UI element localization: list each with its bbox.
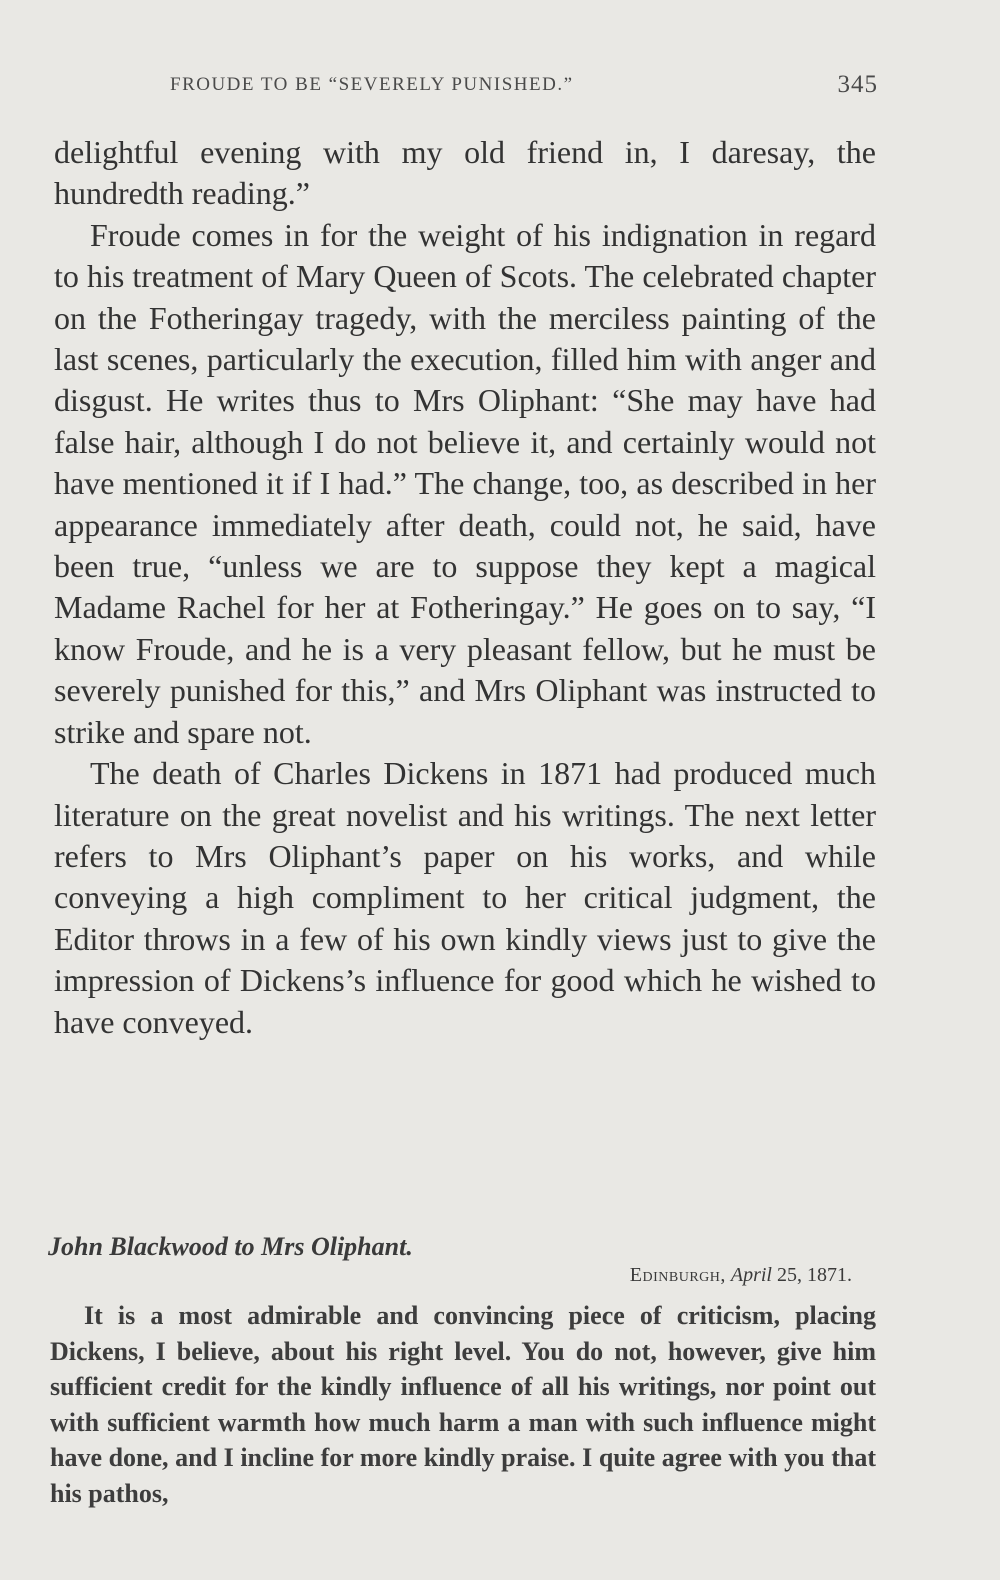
letter-dateline bbox=[630, 1264, 852, 1287]
body-text bbox=[54, 132, 876, 1043]
paragraph-dickens: The death of Charles Dickens in 1871 had produced much literature on the great novelist and his writings. The next letter refers to Mrs Oliphant’s paper on his works, and while conveying a high compliment to her critical judgment, the Editor throws in a few of his own kindly views just to give the impression of Dickens’s influence for good which he wished to have conveyed. bbox=[54, 755, 876, 1040]
letter-paragraph: It is a most admirable and convincing piece of criticism, placing Dickens, I believe, about his right level. You do not, however, give him sufficient credit for the kindly influence of all his writings, nor point out with sufficient warmth how much harm a man with such influence might have done, and I incline for more kindly praise. I quite agree with you that his pathos, bbox=[50, 1301, 876, 1508]
letter-month: April bbox=[730, 1264, 772, 1286]
letter-day-year: 25, 1871. bbox=[777, 1264, 852, 1286]
letter-body bbox=[50, 1298, 876, 1511]
paragraph-froude: Froude comes in for the weight of his indignation in regard to his treatment of Mary Queen of Scots. The celebrated chapter on the Fotheringay tragedy, with the merciless painting of the last scenes, particularly the execution, filled him with anger and disgust. He writes thus to Mrs Oliphant: “She may have had false hair, although I do not believe it, and certainly would not have mentioned it if I had.” The change, too, as described in her appearance immediately after death, could not, he said, have been true, “unless we are to suppose they kept a magical Madame Rachel for her at Fotheringay.” He goes on to say, “I know Froude, and he is a very pleasant fellow, but he must be severely punished for this,” and Mrs Oliphant was instructed to strike and spare not. bbox=[54, 216, 876, 750]
letter-place: Edinburgh, bbox=[629, 1264, 726, 1286]
running-title: FROUDE TO BE “SEVERELY PUNISHED.” bbox=[170, 74, 574, 95]
running-head bbox=[170, 71, 878, 104]
letter-heading: John Blackwood to Mrs Oliphant. bbox=[48, 1232, 413, 1261]
paragraph-continuation: delightful evening with my old friend in, I daresay, the hundredth reading.” bbox=[54, 134, 876, 212]
page-number: 345 bbox=[837, 71, 878, 98]
